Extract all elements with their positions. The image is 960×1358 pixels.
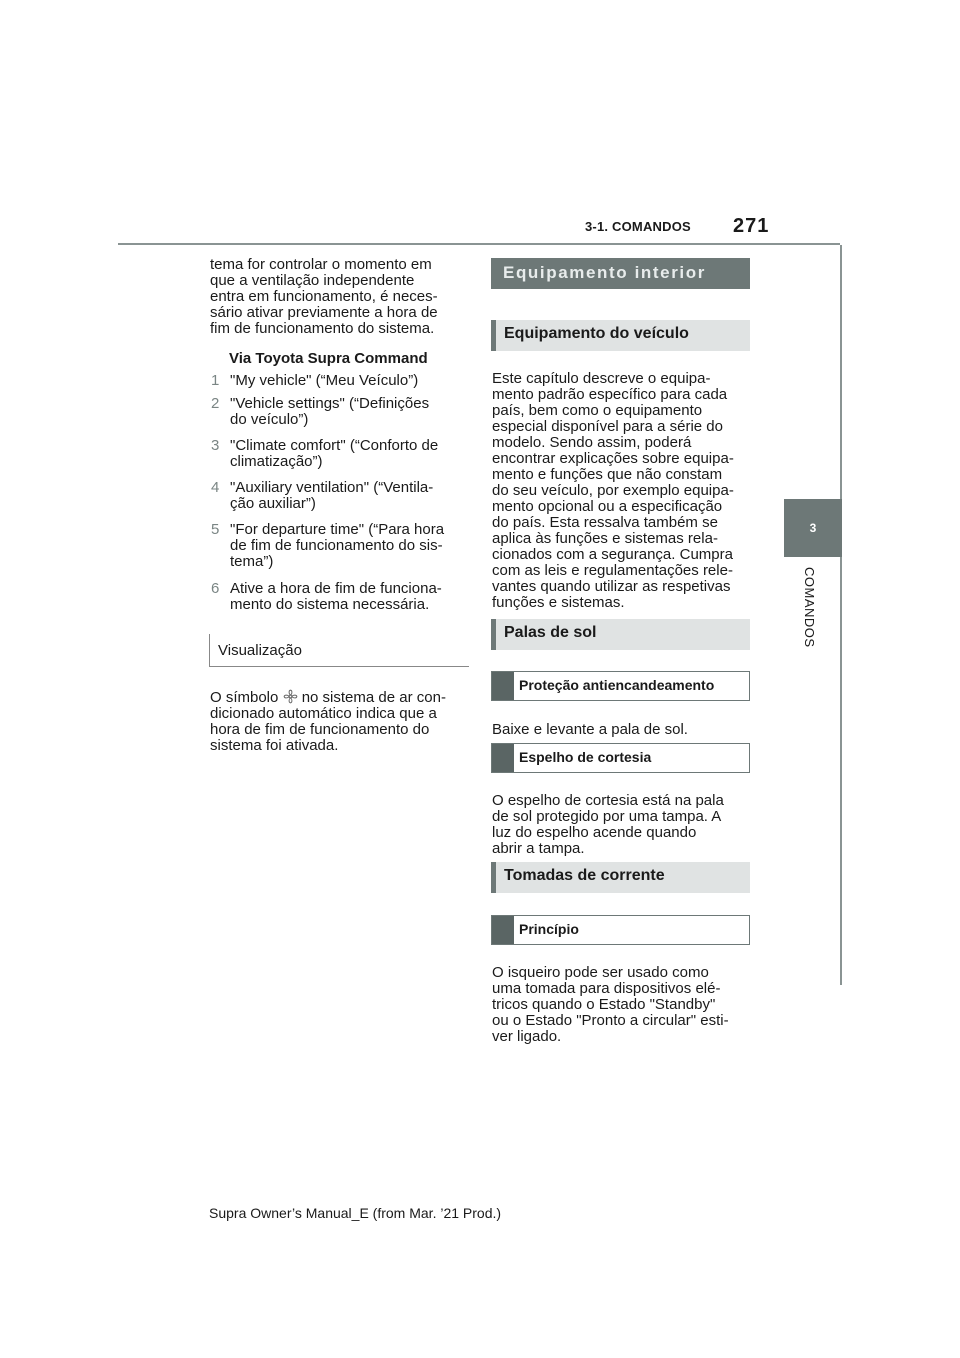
step-number: 5 [211,521,220,538]
step-text: Ative a hora de fim de funciona- [230,580,442,597]
step-text: "Climate comfort" (“Conforto de [230,437,439,454]
text-line: cionados com a segurança. Cumpra [492,546,733,563]
visualization-box [209,634,469,667]
text-line: luz do espelho acende quando [492,824,697,841]
heading-tomadas-de-corrente [491,862,750,893]
heading-text: Princípio [519,921,579,937]
heading-text: Palas de sol [504,624,597,641]
glare-text: Baixe e levante a pala de sol. [492,721,688,738]
step-text: tema”) [230,553,274,570]
text-line: Este capítulo descreve o equipa- [492,370,711,387]
chapter-tab: 3 [784,499,842,557]
step-text: mento do sistema necessária. [230,596,430,613]
header-rule [118,243,840,245]
fan-icon [283,689,298,704]
symbol-paragraph [210,689,446,754]
heading-marker [492,916,514,944]
heading-equipamento-veiculo [491,320,750,351]
text-line: especial disponível para a série do [492,418,723,435]
step-2 [211,396,471,432]
text-line: abrir a tampa. [492,840,585,857]
text-line: uma tomada para dispositivos elé- [492,980,721,997]
footer-text: Supra Owner’s Manual_E (from Mar. ’21 Prod.) [209,1205,502,1221]
step-number: 1 [211,372,220,389]
text-line: vantes quando utilizar as respetivas [492,578,731,595]
text-line: mento padrão específico para cada [492,386,728,403]
text-line: mento e funções que não constam [492,466,723,483]
step-text: "For departure time" (“Para hora [230,521,445,538]
text-line [210,689,446,706]
heading-marker [492,744,514,772]
text-line: país, bem como o equipamento [492,402,703,419]
mirror-paragraph [492,793,724,857]
visualization-label: Visualização [218,642,302,659]
text-line: do seu veículo, por exemplo equipa- [492,482,734,499]
text-line: que a ventilação independente [210,272,415,289]
step-text: climatização”) [230,453,323,470]
page-number: 271 [733,215,770,237]
heading-text: Proteção antiencandeamento [519,677,715,693]
step-4 [211,480,471,516]
heading-text: Espelho de cortesia [519,749,652,765]
text-line: mento opcional ou a especificação [492,498,723,515]
text-line: com as leis e regulamentações rele- [492,562,733,579]
text-line: sistema foi ativada. [210,737,339,754]
text-line: do país. Esta ressalva também se [492,514,718,531]
heading-text: Equipamento interior [503,263,706,282]
via-heading: Via Toyota Supra Command [229,350,428,367]
heading-text: Equipamento do veículo [504,325,689,342]
text-span: O símbolo [210,689,279,706]
chapter-label [784,567,842,667]
intro-paragraph [210,257,438,337]
step-text: "Vehicle settings" (“Definições [230,395,430,412]
step-6 [211,581,471,617]
step-number: 2 [211,395,220,412]
step-text: de fim de funcionamento do sis- [230,537,443,554]
step-1 [211,373,471,393]
text-line: O espelho de cortesia está na pala [492,792,724,809]
heading-equipamento-interior [491,258,750,289]
text-line: funções e sistemas. [492,594,625,611]
text-line: aplica às funções e sistemas rela- [492,530,718,547]
heading-protecao-antiencandeamento [491,671,750,701]
step-number: 3 [211,437,220,454]
text-line: tricos quando o Estado "Standby" [492,996,716,1013]
text-span: no sistema de ar con- [301,689,446,706]
step-3 [211,438,471,474]
heading-espelho-de-cortesia [491,743,750,773]
principle-paragraph [492,965,729,1045]
step-text: "Auxiliary ventilation" (“Ventila- [230,479,434,496]
heading-palas-de-sol [491,619,750,650]
section-label: 3-1. COMANDOS [585,219,691,234]
heading-marker [492,672,514,700]
step-text: ção auxiliar”) [230,495,316,512]
text-line: modelo. Sendo assim, poderá [492,434,692,451]
vehicle-paragraph [492,371,734,611]
step-number: 4 [211,479,220,496]
text-line: fim de funcionamento do sistema. [210,320,435,337]
text-line: hora de fim de funcionamento do [210,721,430,738]
step-text: "My vehicle" (“Meu Veículo”) [230,372,419,389]
text-line: dicionado automático indica que a [210,705,437,722]
text-line: tema for controlar o momento em [210,256,432,273]
text-line: de sol protegido por uma tampa. A [492,808,722,825]
text-line: O isqueiro pode ser usado como [492,964,709,981]
text-line: sário ativar previamente a hora de [210,304,438,321]
step-text: do veículo”) [230,411,309,428]
heading-text: Tomadas de corrente [504,867,665,884]
heading-principio [491,915,750,945]
text-line: encontrar explicações sobre equipa- [492,450,734,467]
text-line: entra em funcionamento, é neces- [210,288,438,305]
step-number: 6 [211,580,220,597]
chapter-label-text: COMANDOS [802,567,817,648]
step-5 [211,522,471,574]
text-line: ou o Estado "Pronto a circular" esti- [492,1012,729,1029]
text-line: ver ligado. [492,1028,562,1045]
